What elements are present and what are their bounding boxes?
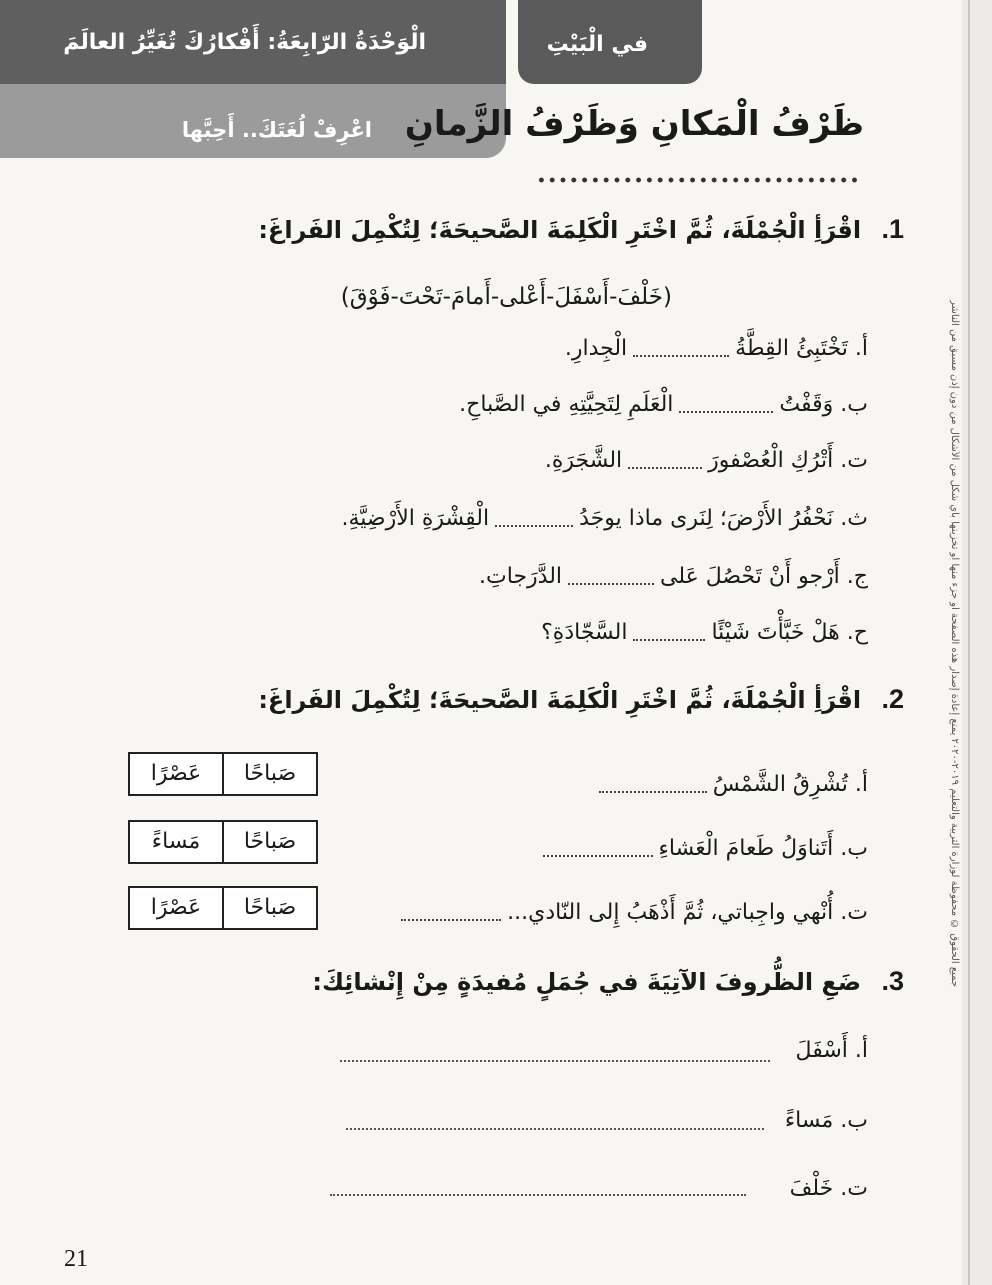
answer-line[interactable] <box>330 1194 746 1196</box>
question-1-number: 1. <box>881 214 904 244</box>
item-label: أ. <box>854 772 868 797</box>
q1-item-c <box>545 448 868 473</box>
q1-item-e <box>479 564 868 589</box>
item-label: ت. <box>840 1176 868 1201</box>
q3-item-a <box>796 1038 868 1063</box>
fill-blank[interactable] <box>633 625 705 641</box>
item-text: الْقِشْرَةِ الأَرْضِيَّةِ. <box>341 506 490 531</box>
question-1-options: (خَلْفَ-أَسْفَلَ-أَعْلى-أَمامَ-تَحْتَ-فَوْقَ) <box>340 284 672 310</box>
answer-line[interactable] <box>346 1128 764 1130</box>
question-3-number: 3. <box>881 966 904 996</box>
q2-choices-b <box>128 820 318 864</box>
item-text: أُنْهي واجِباتي، ثُمَّ أَذْهَبُ إِلى النّادي... <box>507 900 834 925</box>
item-text: الدَّرَجاتِ. <box>479 564 563 589</box>
unit-header <box>0 0 506 84</box>
answer-line[interactable] <box>340 1060 770 1062</box>
item-text: أَتْرُكِ الْعُصْفورَ <box>708 448 834 473</box>
section-subtitle: اعْرِفْ لُغَتَكَ.. أَحِبَّها <box>181 118 372 142</box>
item-word: مَساءً <box>784 1108 834 1133</box>
item-label: أ. <box>854 1038 868 1063</box>
item-label: ح. <box>846 620 868 645</box>
item-text: السَّجّادَةِ؟ <box>541 620 628 645</box>
fill-blank[interactable] <box>543 841 653 857</box>
fill-blank[interactable] <box>679 397 773 413</box>
item-label: أ. <box>854 336 868 361</box>
q3-item-c <box>790 1176 868 1201</box>
home-tab <box>518 0 702 84</box>
choice-option[interactable]: صَباحًا <box>222 754 316 794</box>
question-3-prompt <box>312 966 904 997</box>
item-text: أَتَناوَلُ طَعامَ الْعَشاءِ <box>658 836 834 861</box>
item-label: ت. <box>840 900 868 925</box>
item-label: ث. <box>840 506 868 531</box>
fill-blank[interactable] <box>628 453 702 469</box>
item-label: ب. <box>840 1108 868 1133</box>
q1-item-d <box>341 506 868 531</box>
fill-blank[interactable] <box>568 569 654 585</box>
item-text: هَلْ خَبَّأْتَ شَيْئًا <box>711 620 840 645</box>
item-text: الْعَلَمِ لِتَحِيَّتِهِ في الصَّباحِ. <box>459 392 674 417</box>
q2-choices-a <box>128 752 318 796</box>
question-1-text: اقْرَأِ الْجُمْلَةَ، ثُمَّ اخْتَرِ الْكَلِمَةَ الصَّحيحَةَ؛ لِتُكْمِلَ الفَراغَ: <box>258 216 862 244</box>
fill-blank[interactable] <box>599 777 707 793</box>
q2-item-a <box>593 772 868 797</box>
item-label: ب. <box>840 836 868 861</box>
question-2-text: اقْرَأِ الْجُمْلَةَ، ثُمَّ اخْتَرِ الْكَلِمَةَ الصَّحيحَةَ؛ لِتُكْمِلَ الفَراغَ: <box>258 686 862 714</box>
item-text: تُشْرِقُ الشَّمْسُ <box>712 772 848 797</box>
choice-option[interactable]: عَصْرًا <box>150 761 202 786</box>
page-number: 21 <box>64 1246 88 1272</box>
item-word: أَسْفَلَ <box>795 1038 848 1063</box>
question-2-prompt <box>258 684 904 715</box>
fill-blank[interactable] <box>633 341 729 357</box>
page-title: ظَرْفُ الْمَكانِ وَظَرْفُ الزَّمانِ <box>404 104 864 144</box>
question-2-number: 2. <box>881 684 904 714</box>
choice-option[interactable]: عَصْرًا <box>150 895 202 920</box>
item-text: وَقَفْتُ <box>779 392 834 417</box>
unit-title: الْوَحْدَةُ الرّابِعَةُ: أَفْكارُكَ تُغَيِّرُ العالَمَ <box>63 30 426 55</box>
page-edge <box>962 0 992 1285</box>
item-label: ت. <box>840 448 868 473</box>
question-3-text: ضَعِ الظُّروفَ الآتِيَةَ في جُمَلٍ مُفيدَةٍ مِنْ إِنْشائِكَ: <box>312 968 862 996</box>
item-text: تَخْتَبِئُ القِطَّةُ <box>735 336 848 361</box>
q3-item-b <box>785 1108 868 1133</box>
copyright-note: جميع الحقوق © محفوظة لوزارة التربية والتعليم ٢٠١٩-٢٠٢٠ يمنع إعادة إصدار هذه الصفحة أو جزء منها أو تخزينها بأي شكل من الأشكال من دون إذن مسبق من الناشر <box>949 300 960 988</box>
item-text: نَحْفُرُ الأَرْضَ؛ لِنَرى ماذا يوجَدُ <box>579 506 834 531</box>
q1-item-f <box>541 620 868 645</box>
page-fold-line <box>968 0 970 1285</box>
fill-blank[interactable] <box>401 905 501 921</box>
item-text: الشَّجَرَةِ. <box>544 448 623 473</box>
item-label: ج. <box>846 564 868 589</box>
q1-item-a <box>565 336 868 361</box>
item-text: أَرْجو أَنْ تَحْصُلَ عَلى <box>660 564 840 589</box>
q2-choices-c <box>128 886 318 930</box>
home-tab-label: في الْبَيْتِ <box>546 32 648 57</box>
item-label: ب. <box>840 392 868 417</box>
item-word: خَلْفَ <box>789 1176 834 1201</box>
choice-option[interactable]: صَباحًا <box>222 822 316 862</box>
item-text: الْجِدارِ. <box>564 336 628 361</box>
choice-option[interactable]: صَباحًا <box>222 888 316 928</box>
dotted-divider <box>536 176 862 184</box>
q2-item-c <box>395 900 868 925</box>
choice-option[interactable]: مَساءً <box>151 829 201 854</box>
question-1-prompt <box>258 214 904 245</box>
q1-item-b <box>459 392 868 417</box>
q2-item-b <box>537 836 868 861</box>
fill-blank[interactable] <box>495 511 573 527</box>
